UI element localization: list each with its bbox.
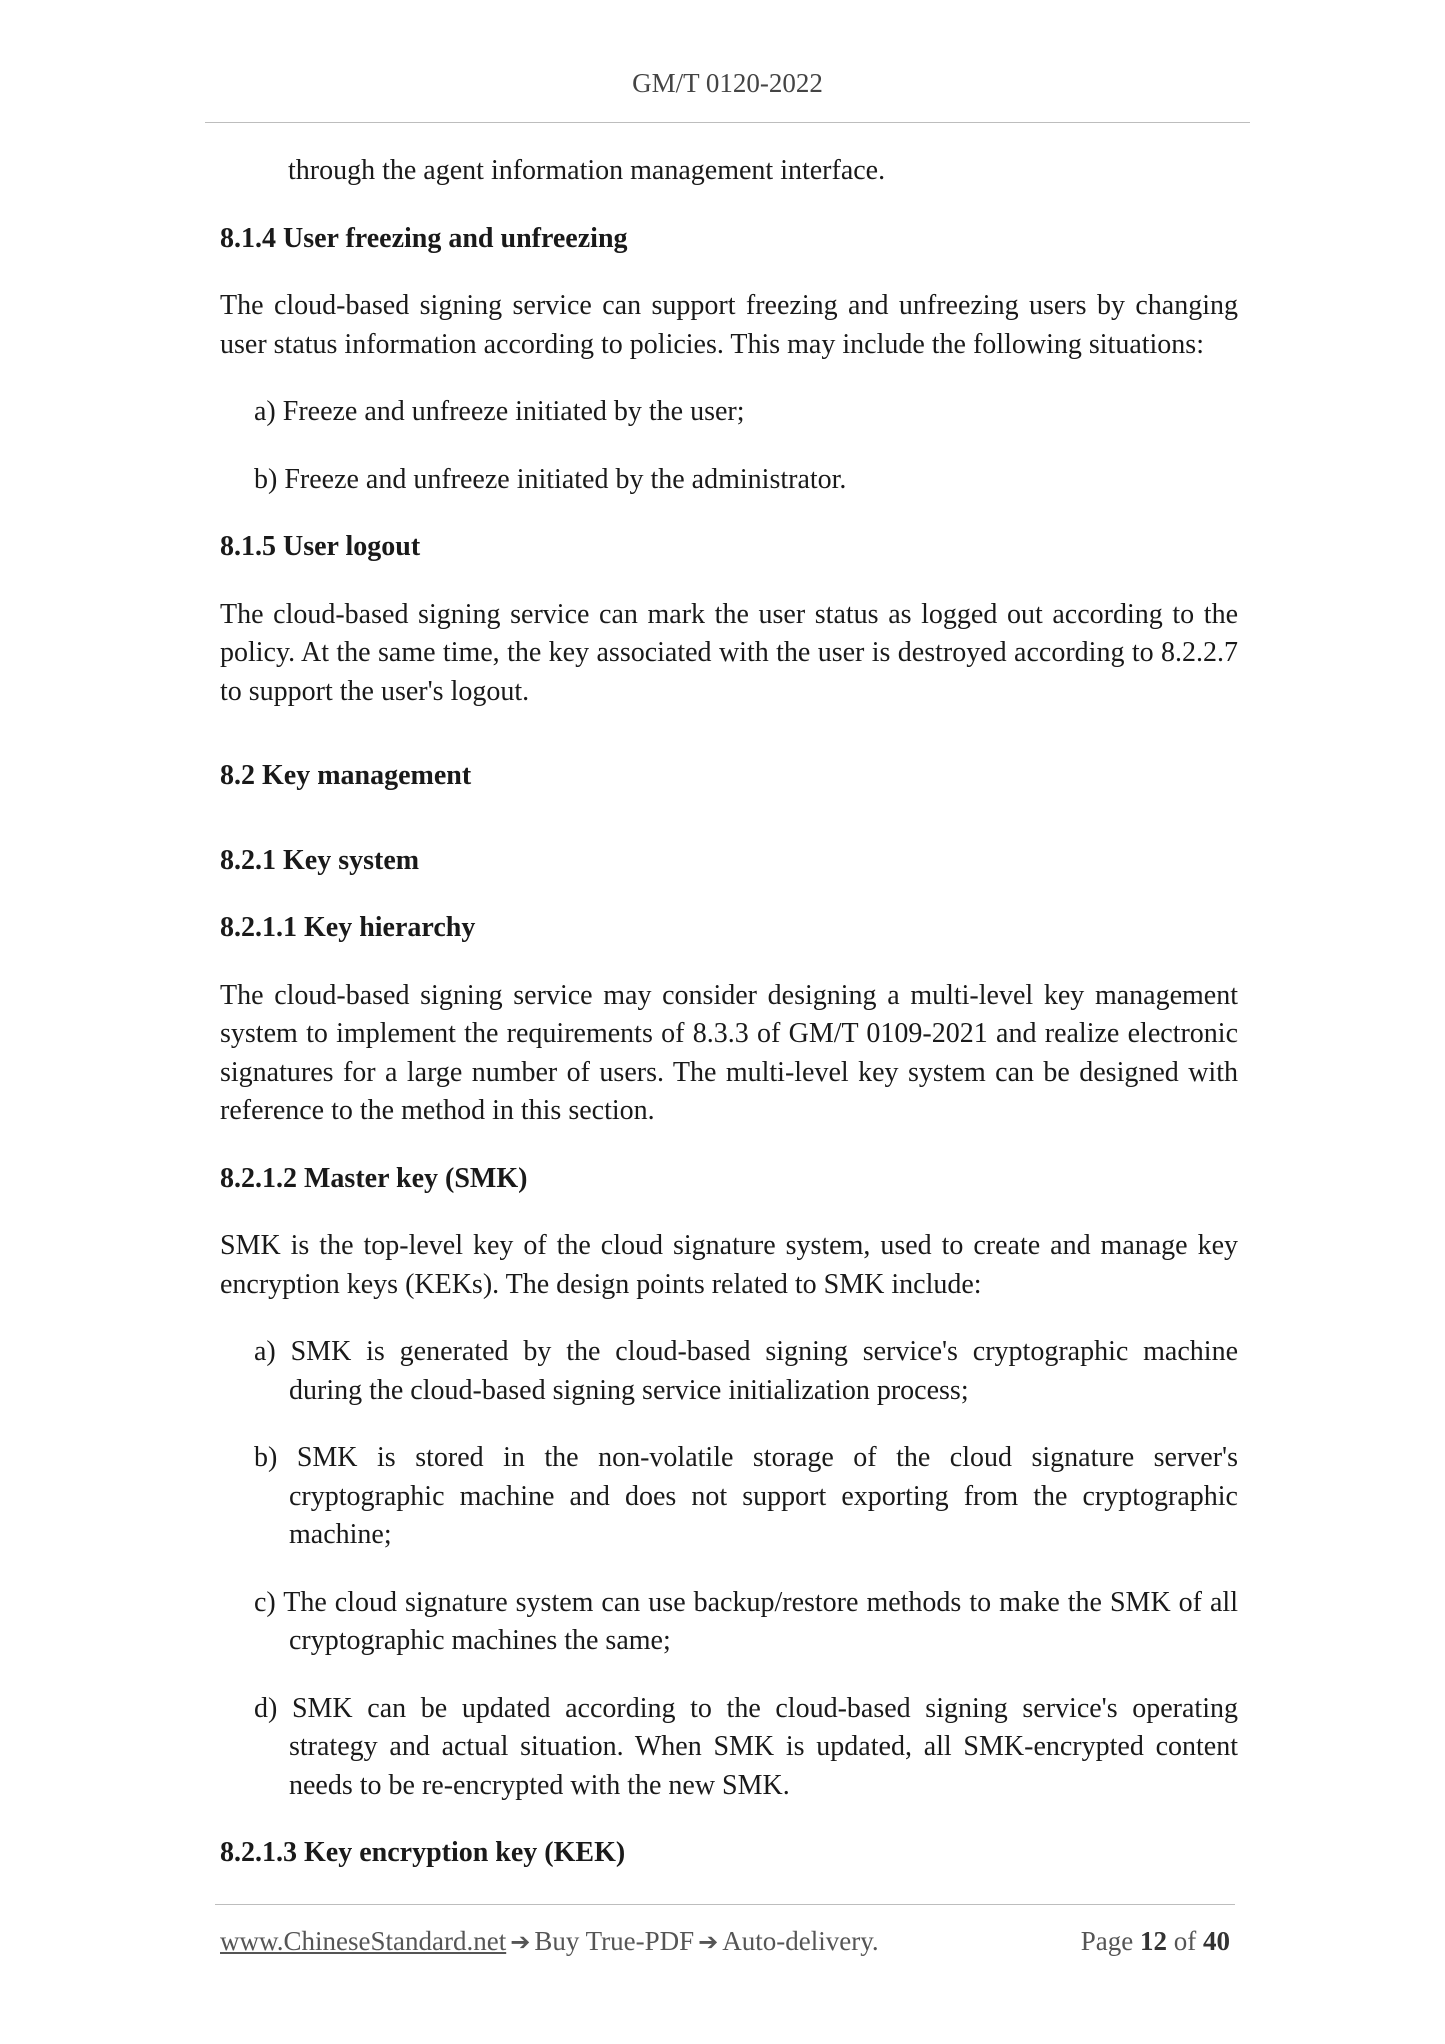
paragraph: The cloud-based signing service can support freezing and unfreezing users by changing user status information according to policies. This may include the following situations:	[220, 290, 1238, 360]
list-item: d) SMK can be updated according to the cloud-based signing service's operating strategy and actual situation. When SMK is updated, all SMK-encrypted content needs to be re-encrypted with the new SMK.	[254, 1692, 1238, 1801]
page-number: 12	[1140, 1926, 1167, 1956]
arrow-right-icon: ➔	[510, 1928, 531, 1956]
header-divider	[205, 122, 1250, 123]
site-link[interactable]: www.ChineseStandard.net	[220, 1926, 507, 1956]
list-item: c) The cloud signature system can use backup/restore methods to make the SMK of all cryptographic machines the same;	[254, 1586, 1238, 1656]
paragraph: The cloud-based signing service may consider designing a multi-level key management system to implement the requirements of 8.3.3 of GM/T 0109-2021 and realize electronic signatures for a large number of users. The multi-level key system can be designed with reference to the method in this section.	[220, 979, 1238, 1126]
page-indicator	[1081, 1923, 1230, 1959]
list-item: b) SMK is stored in the non-volatile storage of the cloud signature server's cryptographic machine and does not support exporting from the cryptographic machine;	[254, 1442, 1238, 1550]
section-heading: 8.1.4 User freezing and unfreezing	[220, 222, 628, 254]
section-heading: 8.2.1.2 Master key (SMK)	[220, 1162, 528, 1194]
document-header: GM/T 0120-2022	[632, 68, 823, 98]
paragraph: SMK is the top-level key of the cloud signature system, used to create and manage key encryption keys (KEKs). The design points related to SMK include:	[220, 1230, 1238, 1300]
document-body	[220, 152, 1238, 1873]
section-heading: 8.2.1 Key system	[220, 844, 420, 876]
section-heading: 8.2 Key management	[220, 760, 472, 791]
paragraph: The cloud-based signing service can mark the user status as logged out according to the policy. At the same time, the key associated with the user is destroyed according to 8.2.2.7 to support the user's logout.	[220, 598, 1238, 707]
footer-divider	[215, 1904, 1235, 1905]
section-heading: 8.2.1.1 Key hierarchy	[220, 912, 476, 943]
paragraph: through the agent information management interface.	[288, 155, 886, 186]
list-item: b) Freeze and unfreeze initiated by the administrator.	[254, 463, 847, 495]
buy-pdf-text: Buy True-PDF	[534, 1926, 695, 1956]
arrow-right-icon: ➔	[698, 1928, 719, 1956]
of-label: of	[1173, 1926, 1197, 1956]
auto-delivery-text: Auto-delivery.	[722, 1926, 879, 1956]
list-item: a) SMK is generated by the cloud-based signing service's cryptographic machine during the cloud-based signing service initialization process;	[254, 1336, 1238, 1406]
section-heading: 8.2.1.3 Key encryption key (KEK)	[220, 1837, 626, 1868]
section-heading: 8.1.5 User logout	[220, 531, 421, 562]
page-total: 40	[1203, 1926, 1230, 1956]
list-item: a) Freeze and unfreeze initiated by the user;	[254, 396, 745, 427]
page-footer	[220, 1923, 1230, 1960]
page-label: Page	[1080, 1926, 1134, 1956]
